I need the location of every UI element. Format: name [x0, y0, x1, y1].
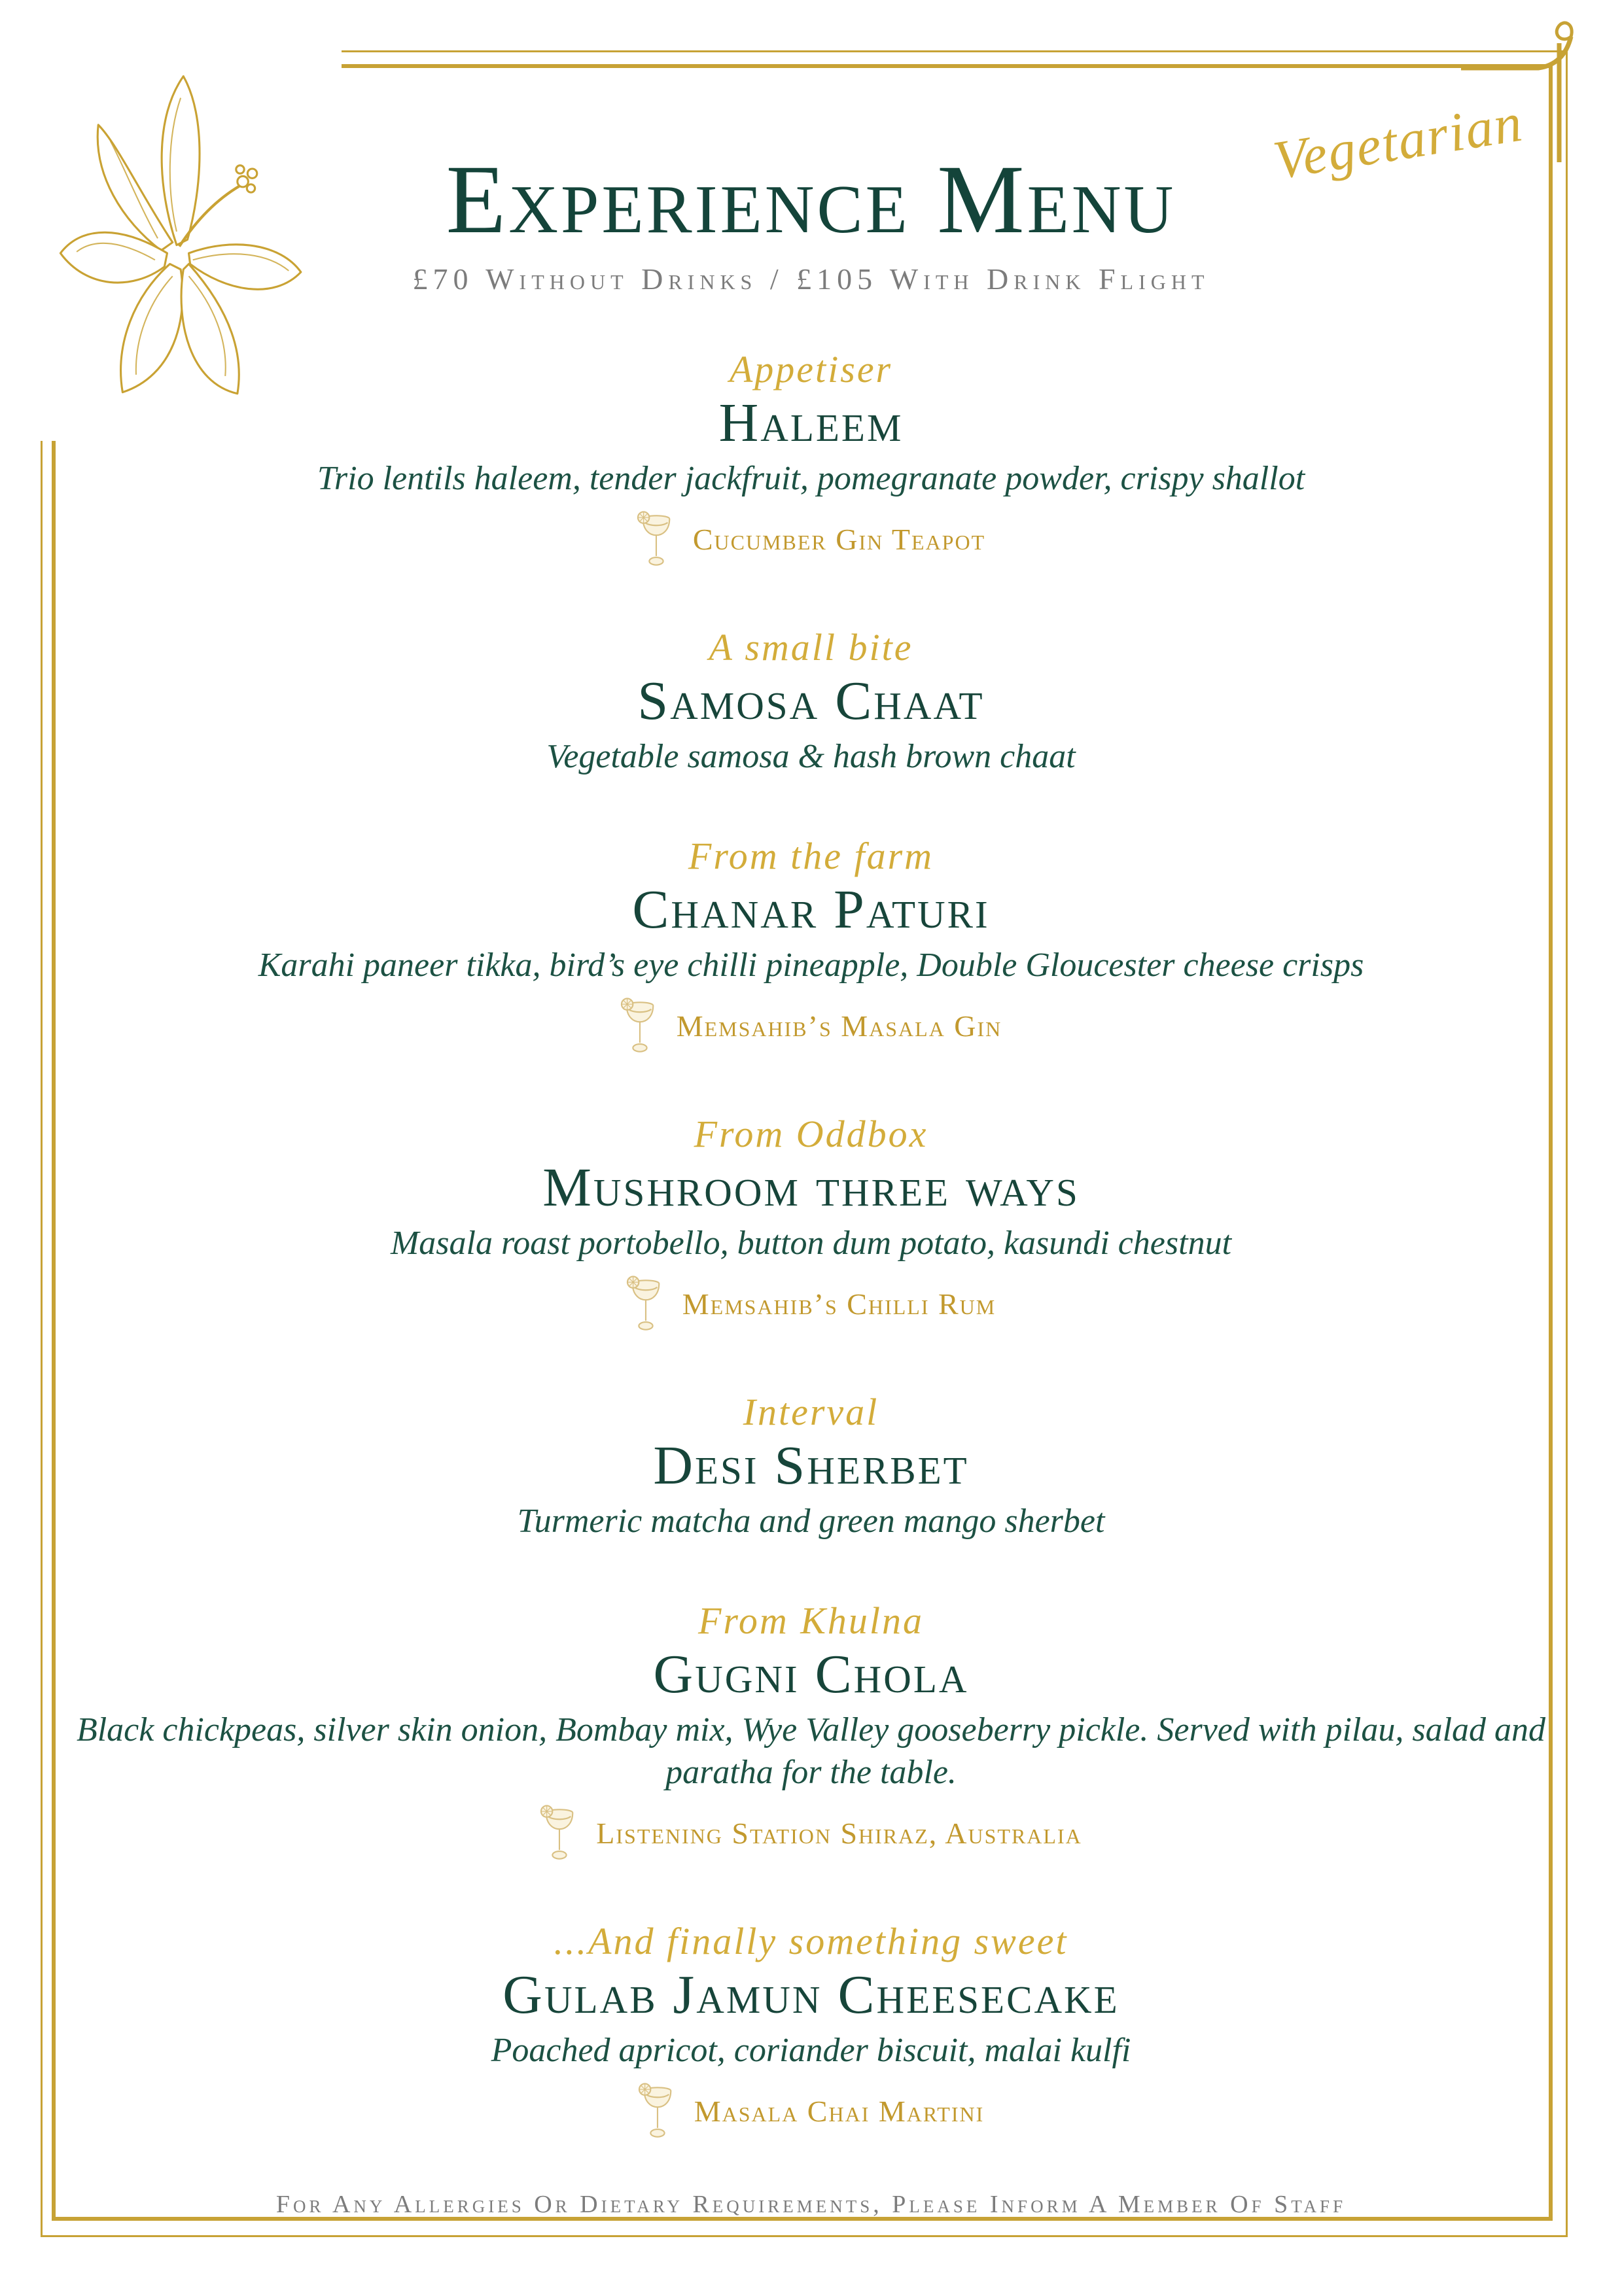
- drink-pairing: [0, 1275, 1622, 1334]
- course-label: ...And finally something sweet: [554, 1919, 1068, 1962]
- course-dessert: [0, 1921, 1622, 2141]
- dish-description: Turmeric matcha and green mango sherbet: [517, 1502, 1105, 1540]
- dish-description: Vegetable samosa & hash brown chaat: [546, 737, 1076, 775]
- drink-name: Listening Station Shiraz, Australia: [596, 1817, 1082, 1851]
- course-label: From Oddbox: [694, 1112, 928, 1155]
- dish-name: Chanar Paturi: [632, 878, 990, 940]
- course-label: From the farm: [688, 834, 934, 877]
- allergy-notice: For Any Allergies Or Dietary Requirements, Please Inform A Member Of Staff: [275, 2191, 1347, 2218]
- dish-description: Poached apricot, coriander biscuit, malai kulfi: [491, 2031, 1131, 2069]
- drink-pairing: [0, 2082, 1622, 2141]
- menu-header: [0, 0, 1622, 296]
- dish-description: Masala roast portobello, button dum potato, kasundi chestnut: [390, 1224, 1232, 1262]
- dish-name: Desi Sherbet: [653, 1435, 969, 1496]
- course-label: Interval: [743, 1390, 879, 1433]
- drink-pairing: [0, 510, 1622, 569]
- cocktail-icon: [637, 510, 675, 569]
- course-from-the-farm: [0, 835, 1622, 1056]
- price-subtitle: £70 Without Drinks / £105 With Drink Flight: [412, 262, 1210, 296]
- dish-name: Haleem: [718, 392, 904, 453]
- drink-name: Cucumber Gin Teapot: [692, 523, 986, 557]
- dish-description: Karahi paneer tikka, bird’s eye chilli pineapple, Double Gloucester cheese crisps: [258, 946, 1364, 984]
- drink-pairing: [0, 997, 1622, 1056]
- course-label: A small bite: [709, 625, 913, 669]
- page-title: Experience Menu: [446, 145, 1176, 254]
- course-label: Appetiser: [729, 348, 893, 391]
- cocktail-icon: [638, 2082, 676, 2141]
- dish-name: Gugni Chola: [653, 1643, 969, 1705]
- vegetarian-badge: Vegetarian: [1269, 92, 1527, 192]
- cocktail-icon: [626, 1275, 664, 1334]
- cocktail-icon: [540, 1804, 578, 1863]
- drink-name: Masala Chai Martini: [694, 2095, 985, 2129]
- course-small-bite: [0, 627, 1622, 778]
- course-appetiser: [0, 349, 1622, 569]
- cocktail-icon: [620, 997, 658, 1056]
- dish-name: Samosa Chaat: [637, 670, 985, 731]
- course-interval: [0, 1391, 1622, 1542]
- drink-name: Memsahib’s Chilli Rum: [682, 1287, 996, 1321]
- dish-description: Trio lentils haleem, tender jackfruit, pomegranate powder, crispy shallot: [317, 459, 1305, 497]
- dish-description: Black chickpeas, silver skin onion, Bombay mix, Wye Valley gooseberry pickle. Served with pilau, salad and paratha for the table.: [76, 1711, 1546, 1791]
- drink-name: Memsahib’s Masala Gin: [676, 1009, 1002, 1043]
- course-from-oddbox: [0, 1113, 1622, 1334]
- drink-pairing: [0, 1804, 1622, 1863]
- dish-name: Gulab Jamun Cheesecake: [502, 1964, 1120, 2025]
- course-label: From Khulna: [697, 1599, 925, 1642]
- dish-name: Mushroom three ways: [542, 1157, 1080, 1218]
- course-from-khulna: [0, 1600, 1622, 1863]
